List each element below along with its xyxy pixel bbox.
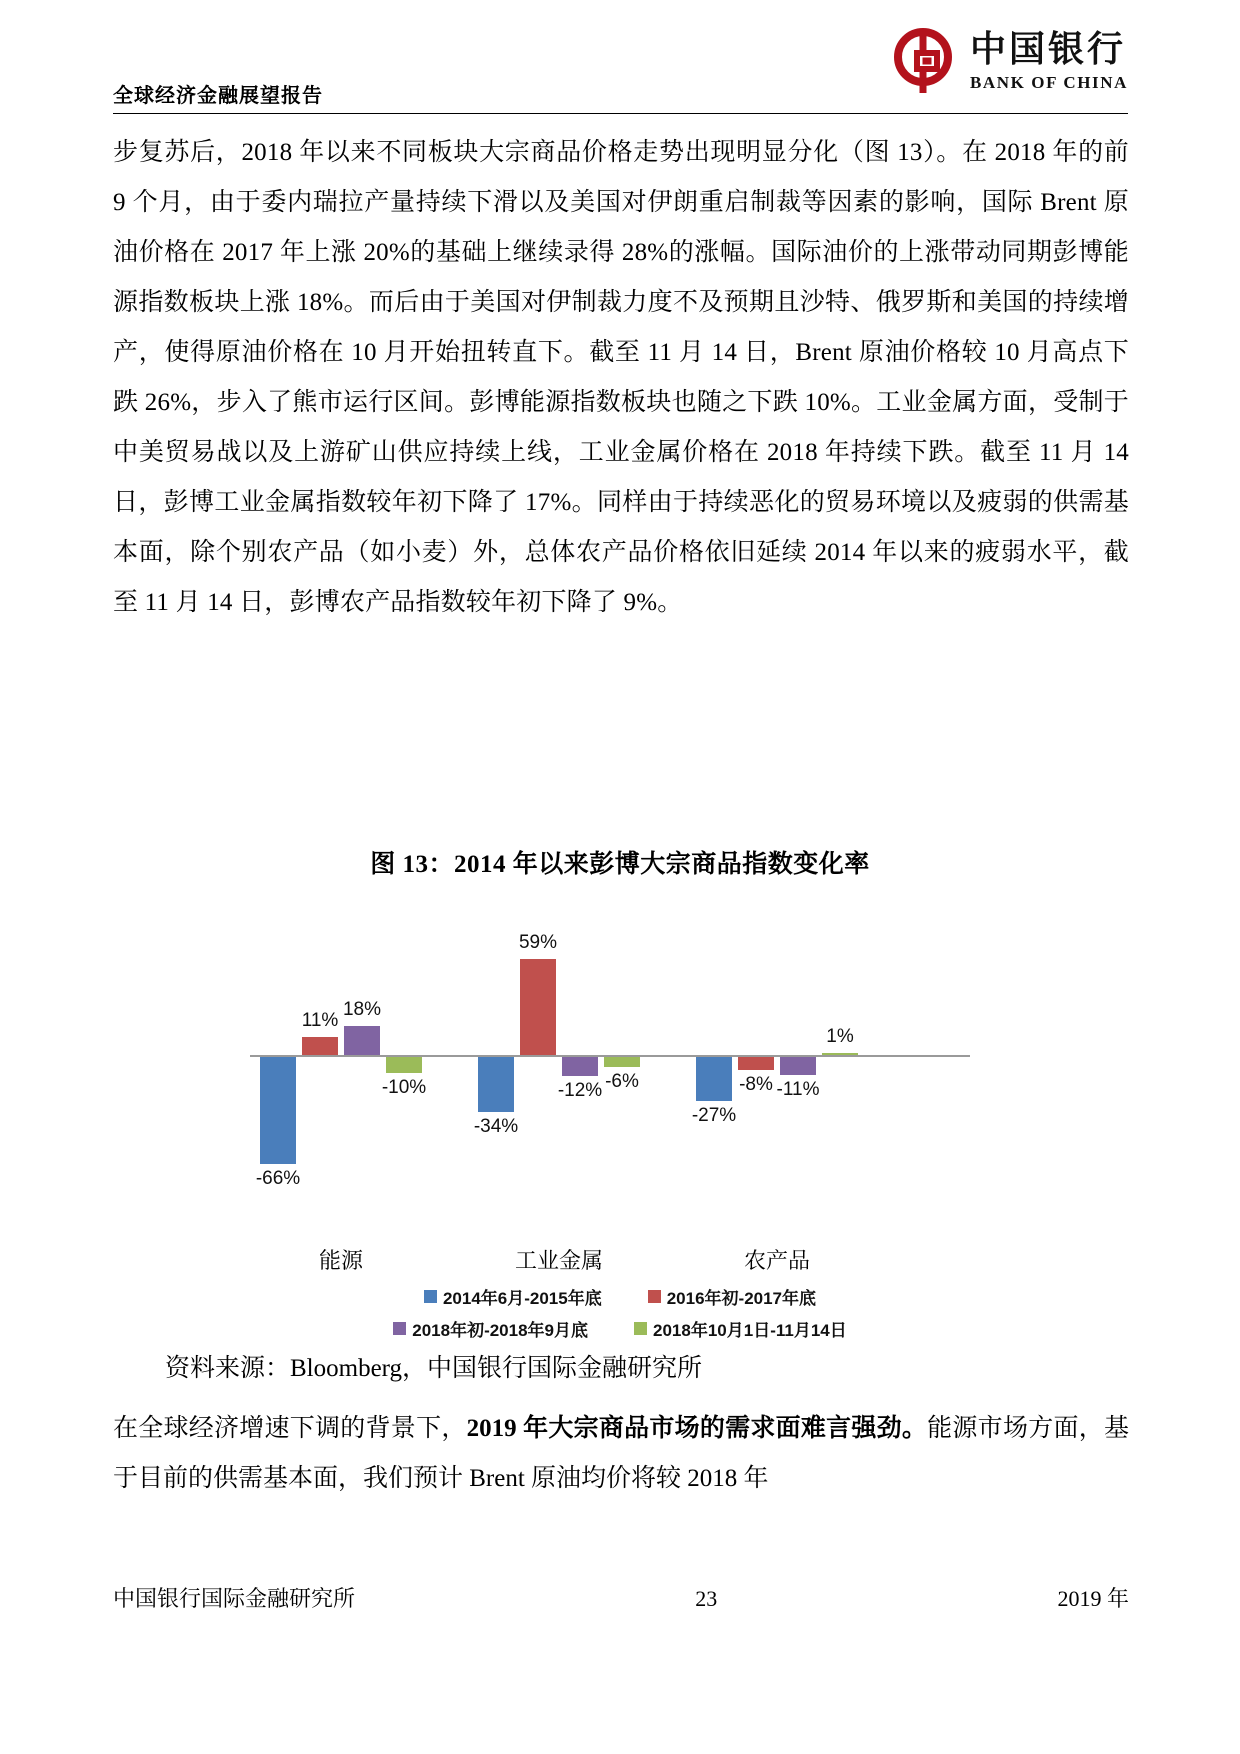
chart-bars-container xyxy=(230,900,970,1230)
legend-swatch-icon xyxy=(393,1322,406,1335)
chart-category-label: 能源 xyxy=(318,1248,363,1273)
body-paragraph-2 xyxy=(113,1404,1129,1504)
legend-label: 2018年初-2018年9月底 xyxy=(412,1321,589,1340)
chart-bar-label: -66% xyxy=(255,1167,301,1189)
legend-item-2 xyxy=(393,1316,588,1341)
legend-swatch-icon xyxy=(424,1290,437,1303)
chart-bar-label: -10% xyxy=(381,1077,427,1099)
chart-category-label: 工业金属 xyxy=(514,1248,603,1273)
paragraph2-bold: 2019 年大宗商品市场的需求面难言强劲。 xyxy=(466,1415,928,1442)
legend-swatch-icon xyxy=(634,1322,647,1335)
chart-bar-label: 1% xyxy=(826,1026,854,1048)
chart-bar xyxy=(478,1057,514,1112)
chart-category-labels xyxy=(230,1244,970,1274)
legend-item-0 xyxy=(424,1284,602,1309)
page-footer xyxy=(113,1582,1129,1613)
boc-emblem-icon xyxy=(894,28,960,94)
paragraph-text: 步复苏后，2018 年以来不同板块大宗商品价格走势出现明显分化（图 13）。在 2018 年的前 9 个月，由于委内瑞拉产量持续下滑以及美国对伊朗重启制裁等因素的影响，国际 Brent 原油价格在 2017 年上涨 20%的基础上继续录得 28%的涨幅。国际油价的上涨带动同期彭博能源指数板块上涨 18%。而后由于美国对伊制裁力度不及预期且沙特、俄罗斯和美国的持续增产，使得原油价格在 10 月开始扭转直下。截至 11 月 14 日，Brent 原油价格较 10 月高点下跌 26%，步入了熊市运行区间。彭博能源指数板块也随之下跌 10%。工业金属方面，受制于中美贸易战以及上游矿山供应持续上线，工业金属价格在 2018 年持续下跌。截至 11 月 14 日，彭博工业金属指数较年初下降了 17%。同样由于持续恶化的贸易环境以及疲弱的供需基本面，除个别农产品（如小麦）外，总体农产品价格依旧延续 2014 年以来的疲弱水平，截至 11 月 14 日，彭博农产品指数较年初下降了 9%。 xyxy=(113,139,1129,616)
footer-year: 2019 年 xyxy=(1057,1586,1129,1611)
footer-page-number: 23 xyxy=(695,1586,718,1611)
legend-item-3 xyxy=(634,1316,847,1341)
chart-bar-label: 11% xyxy=(301,1010,339,1032)
header-title: 全球经济金融展望报告 xyxy=(113,85,323,107)
legend-label: 2018年10月1日-11月14日 xyxy=(653,1321,847,1340)
logo-english-name: BANK OF CHINA xyxy=(969,73,1128,92)
chart-bar xyxy=(780,1057,816,1075)
paragraph2-pre: 在全球经济增速下调的背景下， xyxy=(113,1415,467,1442)
legend-label: 2016年初-2017年底 xyxy=(666,1289,817,1308)
legend-row-1 xyxy=(424,1284,816,1309)
body-paragraph-1 xyxy=(113,128,1129,628)
chart-bar xyxy=(738,1057,774,1070)
chart-legend xyxy=(0,1284,1240,1341)
legend-item-1 xyxy=(648,1284,816,1309)
page-header xyxy=(113,28,1128,114)
legend-swatch-icon xyxy=(648,1290,661,1303)
chart-bar xyxy=(302,1037,338,1055)
chart-bar-label: -34% xyxy=(473,1116,519,1138)
legend-row-2 xyxy=(393,1316,847,1341)
chart-bar xyxy=(604,1057,640,1067)
header-divider xyxy=(113,113,1128,114)
footer-institution: 中国银行国际金融研究所 xyxy=(113,1586,356,1611)
chart-category-label: 农产品 xyxy=(743,1248,810,1273)
chart-bar-label: -12% xyxy=(557,1080,603,1102)
chart-bar-label: -27% xyxy=(691,1104,737,1126)
chart-bar-label: 18% xyxy=(342,998,382,1020)
chart-bar xyxy=(344,1026,380,1055)
figure-source: 资料来源：Bloomberg，中国银行国际金融研究所 xyxy=(165,1355,703,1382)
chart-bar xyxy=(386,1057,422,1073)
figure-title: 图 13：2014 年以来彭博大宗商品指数变化率 xyxy=(370,851,870,878)
legend-label: 2014年6月-2015年底 xyxy=(442,1289,602,1308)
chart-bar-label: 59% xyxy=(518,932,558,954)
chart-bar xyxy=(260,1057,296,1164)
chart-figure-13 xyxy=(230,900,970,1230)
chart-bar-label: -8% xyxy=(739,1073,773,1095)
logo-chinese-name: 中国银行 xyxy=(969,29,1126,69)
chart-bar-label: -6% xyxy=(605,1070,639,1092)
bank-of-china-logo xyxy=(894,28,1128,94)
paragraph2-post: 能源市场方面，基于目前的供需基本面，我们预计 Brent 原油均价将较 2018 年 xyxy=(113,1415,1129,1492)
chart-bar xyxy=(822,1053,858,1055)
chart-bar xyxy=(520,959,556,1055)
chart-bar-label: -11% xyxy=(776,1078,820,1100)
